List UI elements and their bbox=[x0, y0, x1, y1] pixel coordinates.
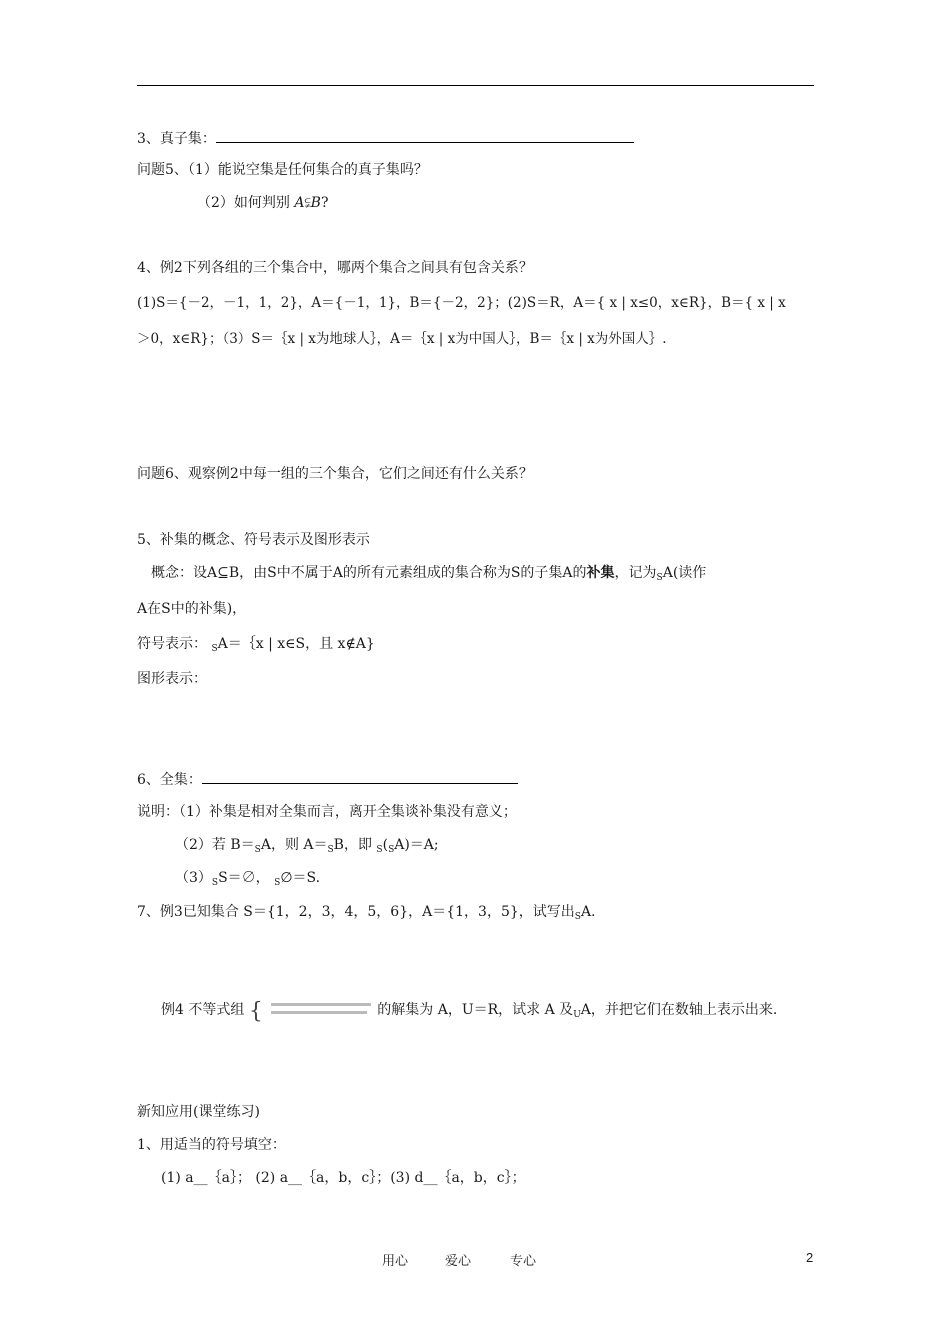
question-5-line-2: （2）如何判别 A⫋B? bbox=[197, 195, 329, 211]
complement-symbolic: 符号表示： $_S$A＝｛x | x∈S，且 x∉A} bbox=[137, 636, 375, 654]
question-6: 问题6、观察例2中每一组的三个集合，它们之间还有什么关系？ bbox=[137, 466, 533, 482]
proper-subset-symbol: ⫋ bbox=[304, 195, 311, 211]
example-2-title: 4、例2下列各组的三个集合中，哪两个集合之间具有包含关系？ bbox=[137, 260, 533, 276]
example-2-line-2: ＞0，x∈R}；（3）S＝｛x | x为地球人｝，A＝｛x | x为中国人｝，B＝｛x | x为外国人｝. bbox=[137, 331, 667, 347]
example-2-line-1: (1)S＝{－2，－1，1，2}，A＝{－1，1}，B＝{－2，2}；(2)S＝R，A＝{ x | x≤0，x∈R}，B＝{ x | x bbox=[137, 295, 786, 311]
system-brace: { bbox=[248, 999, 263, 1024]
footer-motto-1: 用心 bbox=[382, 1254, 409, 1269]
fill-in-blank[interactable] bbox=[202, 769, 518, 784]
fill-in-blank[interactable] bbox=[216, 128, 634, 143]
note-2: （2）若 $B=_SA$，则 $A=_SB$，即 $_S(_SA)=A$; bbox=[175, 837, 439, 855]
footer-motto-3: 专心 bbox=[510, 1254, 537, 1269]
page-number: 2 bbox=[806, 1250, 814, 1265]
practice-question-1: 1、用适当的符号填空： bbox=[137, 1137, 286, 1153]
inequality-system-image bbox=[263, 1000, 373, 1018]
practice-title: 新知应用(课堂练习) bbox=[137, 1104, 260, 1120]
section-3-proper-subset: 3、真子集： bbox=[137, 128, 634, 149]
complement-concept-line-2: A在S中的补集)， bbox=[137, 601, 247, 617]
note-1: 说明：（1）补集是相对全集而言，离开全集谈补集没有意义； bbox=[137, 804, 517, 820]
complement-concept-line-1: 概念：设A⊆B，由S中不属于A的所有元素组成的集合称为S的子集A的补集，记为$_S$A(读作 bbox=[151, 565, 707, 583]
header-rule bbox=[137, 85, 814, 86]
note-3: $(3)_SS=\emptyset$， $_S$∅＝S. bbox=[175, 870, 321, 888]
footer-motto-2: 爱心 bbox=[445, 1254, 472, 1269]
section-6-universal-set: 6、全集： bbox=[137, 769, 518, 790]
example-4: 例4 不等式组 { 的解集为 A，U＝R，试求 A 及$_U$A，并把它们在数轴上表示出来. bbox=[161, 999, 778, 1024]
practice-items: (1) a__｛a｝； (2) a__｛a，b，c｝；(3) d__｛a，b，c｝； bbox=[161, 1170, 526, 1186]
complement-graphic: 图形表示： bbox=[137, 671, 207, 687]
question-5-line-1: 问题5、（1）能说空集是任何集合的真子集吗？ bbox=[137, 162, 428, 178]
section-5-title: 5、补集的概念、符号表示及图形表示 bbox=[137, 532, 370, 548]
example-3: 7、例3已知集合 S＝{1，2，3，4，5，6}，A＝{1，3，5}，试写出$_S$A. bbox=[137, 904, 596, 922]
